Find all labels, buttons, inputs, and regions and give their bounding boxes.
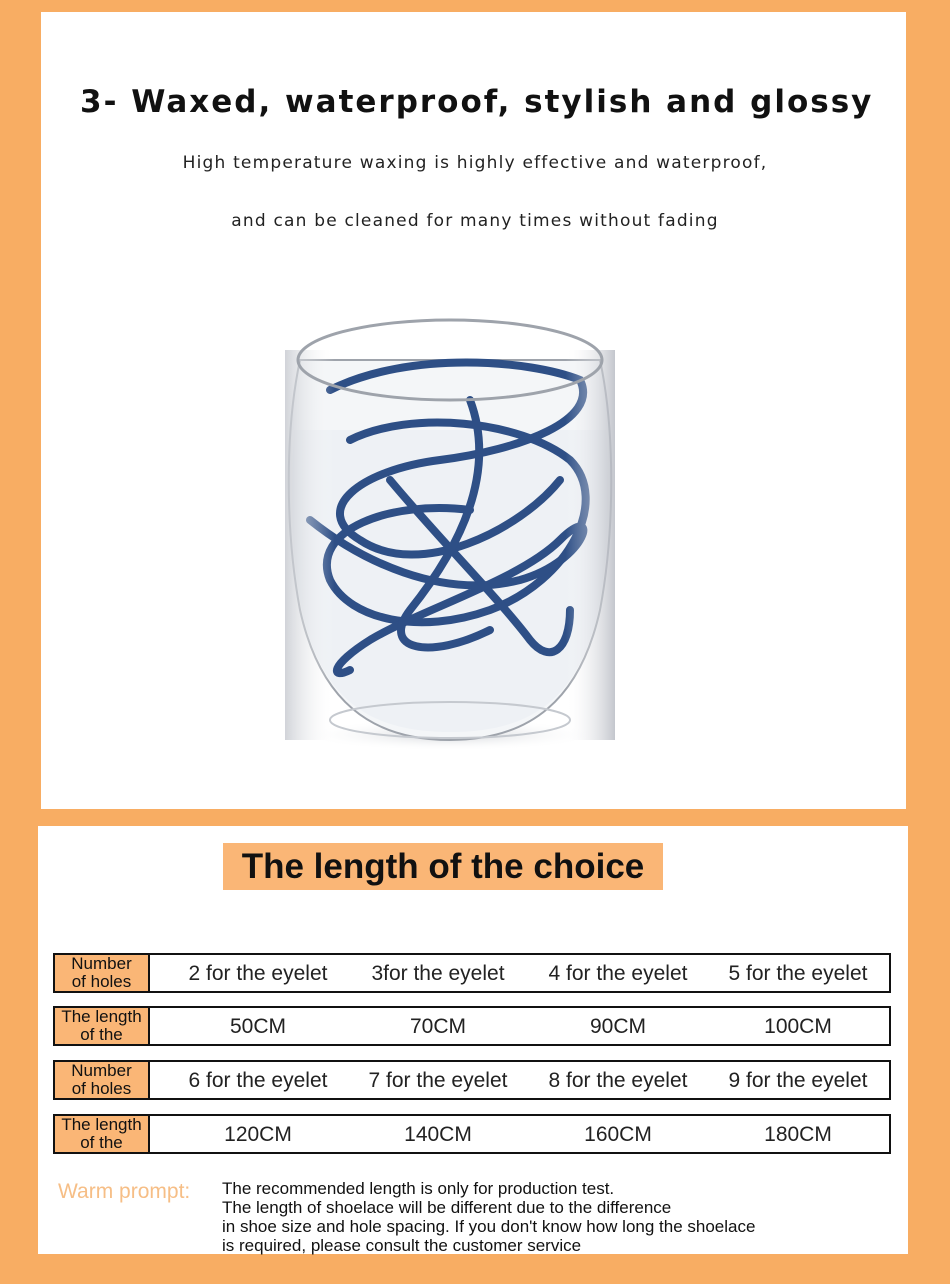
table-cell: 70CM	[409, 1015, 467, 1038]
glass-sheen	[285, 350, 615, 740]
hero-headline: 3- Waxed, waterproof, stylish and glossy	[80, 84, 874, 120]
table-cell: 50CM	[229, 1015, 287, 1038]
size-chart-title: The length of the choice	[223, 843, 663, 890]
row-label-line-1: Number	[71, 1062, 132, 1080]
row-label	[55, 1116, 150, 1152]
table-row	[53, 1060, 891, 1100]
table-cell: 3for the eyelet	[371, 962, 505, 985]
table-row	[53, 1006, 891, 1046]
table-cell: 6 for the eyelet	[188, 1069, 328, 1092]
row-label-line-2: of holes	[71, 1079, 132, 1098]
warm-prompt-line: in shoe size and hole spacing. If you don't know how long the shoelace	[222, 1217, 756, 1236]
table-row	[53, 953, 891, 993]
warm-prompt-line: The recommended length is only for production test.	[222, 1179, 615, 1198]
row-label-line-1: The length	[61, 1116, 142, 1134]
warm-prompt-label: Warm prompt:	[58, 1180, 191, 1203]
glass-with-shoelaces-image	[270, 280, 630, 760]
table-cell: 120CM	[224, 1123, 292, 1146]
warm-prompt-text	[222, 1179, 862, 1255]
row-label	[55, 1008, 150, 1044]
row-label-line-2: of the	[80, 1025, 123, 1044]
table-cell: 90CM	[589, 1015, 647, 1038]
table-cell: 100CM	[764, 1015, 832, 1038]
table-cell: 140CM	[404, 1123, 472, 1146]
hero-subline-1: High temperature waxing is highly effective and waterproof,	[182, 153, 768, 173]
row-label-line-1: The length	[61, 1008, 142, 1026]
row-label-line-2: of the	[80, 1133, 123, 1152]
table-cell: 7 for the eyelet	[368, 1069, 508, 1092]
row-label	[55, 1062, 150, 1098]
row-label	[55, 955, 150, 991]
table-cell: 160CM	[584, 1123, 652, 1146]
table-cell: 2 for the eyelet	[188, 962, 328, 985]
warm-prompt-line: The length of shoelace will be different due to the difference	[222, 1198, 672, 1217]
table-row	[53, 1114, 891, 1154]
row-label-line-1: Number	[71, 955, 132, 973]
table-cell: 180CM	[764, 1123, 832, 1146]
row-label-line-2: of holes	[71, 972, 132, 991]
warm-prompt-line: is required, please consult the customer service	[222, 1236, 582, 1255]
hero-subline-2: and can be cleaned for many times without fading	[231, 211, 719, 231]
table-cell: 5 for the eyelet	[728, 962, 868, 985]
table-cell: 4 for the eyelet	[548, 962, 688, 985]
table-cell: 8 for the eyelet	[548, 1069, 688, 1092]
table-cell: 9 for the eyelet	[728, 1069, 868, 1092]
